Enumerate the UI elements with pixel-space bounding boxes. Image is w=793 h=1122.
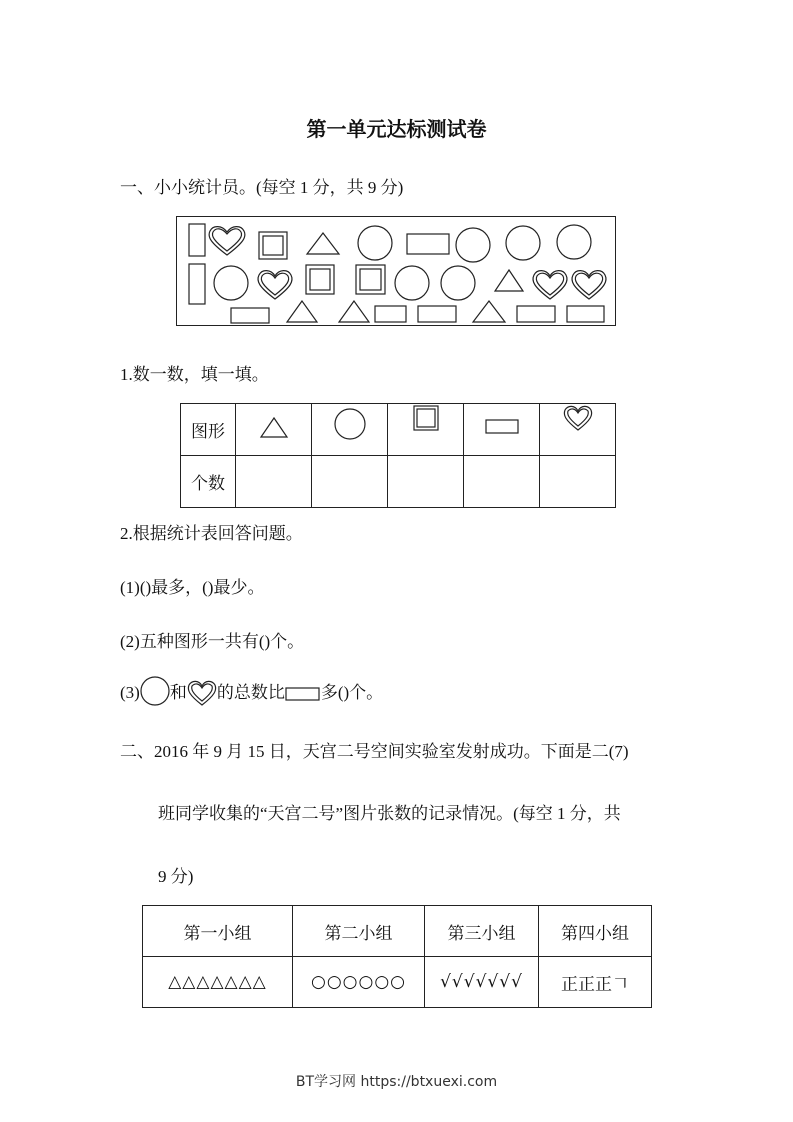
tally-group-1: △△△△△△△ bbox=[143, 957, 293, 1008]
circle-shape bbox=[456, 228, 490, 262]
circle-shape bbox=[506, 226, 540, 260]
tally-group-3: √√√√√√√ bbox=[425, 957, 539, 1008]
triangle-icon bbox=[259, 415, 289, 439]
q23-mid: 的总数比 bbox=[216, 683, 285, 702]
count-cell[interactable] bbox=[540, 456, 616, 508]
count-cell[interactable] bbox=[312, 456, 388, 508]
section1-heading: 一、小小统计员。(每空 1 分，共 9 分) bbox=[120, 178, 404, 197]
header-group-1: 第一小组 bbox=[143, 906, 293, 957]
section2-line2: 班同学收集的“天宫二号”图片张数的记录情况。(每空 1 分，共 bbox=[158, 804, 621, 823]
q23-prefix: (3) bbox=[120, 683, 140, 702]
square-shape-inner bbox=[360, 269, 381, 290]
row-label-count: 个数 bbox=[181, 456, 236, 508]
q23-and: 和 bbox=[169, 683, 187, 702]
tally-group-4: 正正正𠃍 bbox=[539, 957, 652, 1008]
rectangle-shape bbox=[418, 306, 456, 322]
square-icon bbox=[412, 404, 440, 432]
rectangle-shape bbox=[567, 306, 604, 322]
question-2: 2.根据统计表回答问题。 bbox=[120, 524, 303, 543]
header-group-3: 第三小组 bbox=[425, 906, 539, 957]
header-group-2: 第二小组 bbox=[293, 906, 425, 957]
rectangle-shape bbox=[189, 264, 205, 304]
triangle-shape bbox=[339, 301, 369, 322]
triangle-shape bbox=[473, 301, 505, 322]
heart-icon bbox=[187, 680, 217, 708]
square-shape-inner bbox=[263, 236, 283, 255]
square-shape-inner bbox=[310, 269, 330, 290]
q23-suffix: 多()个。 bbox=[320, 683, 384, 702]
tally-group-2: ○○○○○○ bbox=[293, 957, 425, 1008]
shape-count-table bbox=[180, 403, 616, 508]
count-cell[interactable] bbox=[236, 456, 312, 508]
count-cell[interactable] bbox=[464, 456, 540, 508]
circle-header bbox=[312, 404, 388, 456]
triangle-shape bbox=[287, 301, 317, 322]
footer-watermark: BT学习网 https://btxuexi.com bbox=[295, 1074, 498, 1090]
table-row bbox=[143, 957, 652, 1008]
rectangle-header bbox=[464, 404, 540, 456]
section2-line3: 9 分) bbox=[158, 867, 194, 886]
square-header bbox=[388, 404, 464, 456]
rectangle-icon bbox=[285, 686, 321, 702]
page-title: 第一单元达标测试卷 bbox=[306, 119, 487, 141]
rectangle-shape bbox=[231, 308, 269, 323]
triangle-header bbox=[236, 404, 312, 456]
question-2-3 bbox=[120, 675, 383, 711]
table-row bbox=[143, 906, 652, 957]
circle-shape bbox=[214, 266, 248, 300]
section2-line1: 二、2016 年 9 月 15 日，天宫二号空间实验室发射成功。下面是二(7) bbox=[120, 742, 629, 761]
table-row bbox=[181, 404, 616, 456]
circle-shape bbox=[358, 226, 392, 260]
row-label-shape: 图形 bbox=[181, 404, 236, 456]
tally-table bbox=[142, 905, 652, 1008]
rectangle-shape bbox=[407, 234, 449, 254]
rectangle-icon bbox=[484, 418, 520, 436]
rectangle-shape bbox=[517, 306, 555, 322]
question-2-1: (1)()最多，()最少。 bbox=[120, 578, 265, 597]
circle-icon bbox=[333, 410, 367, 444]
rectangle-shape bbox=[375, 306, 406, 322]
table-row bbox=[181, 456, 616, 508]
circle-icon bbox=[140, 678, 170, 710]
heart-icon bbox=[563, 404, 593, 432]
circle-shape bbox=[557, 225, 591, 259]
question-2-2: (2)五种图形一共有()个。 bbox=[120, 632, 305, 651]
question-1: 1.数一数，填一填。 bbox=[120, 365, 269, 384]
shapes-drawing bbox=[177, 217, 617, 327]
count-cell[interactable] bbox=[388, 456, 464, 508]
circle-shape bbox=[441, 266, 475, 300]
rectangle-shape bbox=[189, 224, 205, 256]
header-group-4: 第四小组 bbox=[539, 906, 652, 957]
triangle-shape bbox=[307, 233, 339, 254]
circle-shape bbox=[395, 266, 429, 300]
heart-header bbox=[540, 404, 616, 456]
triangle-shape bbox=[495, 270, 523, 291]
shape-collection bbox=[176, 216, 616, 326]
